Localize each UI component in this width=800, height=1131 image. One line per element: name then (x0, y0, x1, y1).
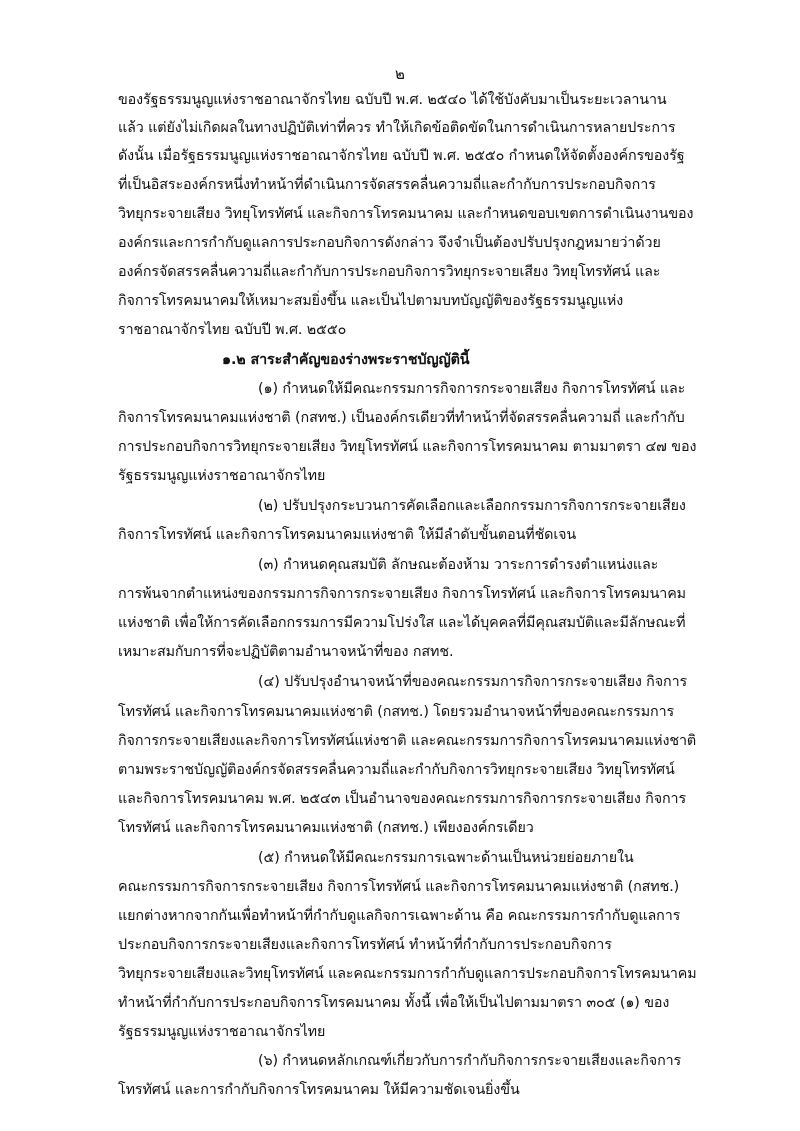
text-line: (๕) กำหนดให้มีคณะกรรมการเฉพาะด้านเป็นหน่วยย่อยภายใน (258, 850, 634, 866)
text-line: กิจการโทรคมนาคมแห่งชาติ (กสทช.) เป็นองค์กรเดียวที่ทำหน้าที่จัดสรรคลื่นความถี่ และกำกับ (118, 410, 685, 426)
text-line: โทรทัศน์ และการกำกับกิจการโทรคมนาคม ให้มีความชัดเจนยิ่งขึ้น (118, 1082, 520, 1098)
text-line: แล้ว แต่ยังไม่เกิดผลในทางปฏิบัติเท่าที่ควร ทำให้เกิดข้อติดขัดในการดำเนินการหลายประการ (118, 120, 676, 136)
text-line: ทำหน้าที่กำกับการประกอบกิจการโทรคมนาคม ทั้งนี้ เพื่อให้เป็นไปตามมาตรา ๓๐๕ (๑) ของ (118, 995, 670, 1011)
text-line: โทรทัศน์ และกิจการโทรคมนาคมแห่งชาติ (กสทช.) โดยรวมอำนาจหน้าที่ของคณะกรรมการ (118, 704, 675, 720)
text-line: องค์กรและการกำกับดูแลการประกอบกิจการดังกล่าว จึงจำเป็นต้องปรับปรุงกฎหมายว่าด้วย (118, 235, 661, 251)
text-line: คณะกรรมการกิจการกระจายเสียง กิจการโทรทัศน์ และกิจการโทรคมนาคมแห่งชาติ (กสทช.) (118, 879, 680, 895)
text-line: (๔) ปรับปรุงอำนาจหน้าที่ของคณะกรรมการกิจการกระจายเสียง กิจการ (258, 674, 688, 690)
text-line: (๓) กำหนดคุณสมบัติ ลักษณะต้องห้าม วาระการดำรงตำแหน่งและ (258, 557, 659, 573)
text-line: กิจการกระจายเสียงและกิจการโทรทัศน์แห่งชาติ และคณะกรรมการกิจการโทรคมนาคมแห่งชาติ (118, 733, 697, 749)
text-line: ที่เป็นอิสระองค์กรหนึ่งทำหน้าที่ดำเนินการจัดสรรคลื่นความถี่และกำกับการประกอบกิจการ (118, 177, 656, 193)
text-line: เหมาะสมกับการที่จะปฏิบัติตามอำนาจหน้าที่ของ กสทช. (118, 644, 454, 660)
text-line: กิจการโทรทัศน์ และกิจการโทรคมนาคมแห่งชาติ ให้มีลำดับขั้นตอนที่ชัดเจน (118, 527, 577, 543)
text-line: องค์กรจัดสรรคลื่นความถี่และกำกับการประกอบกิจการวิทยุกระจายเสียง วิทยุโทรทัศน์ และ (118, 264, 661, 280)
text-line: (๖) กำหนดหลักเกณฑ์เกี่ยวกับการกำกับกิจการกระจายเสียงและกิจการ (258, 1053, 682, 1069)
text-line: ของรัฐธรรมนูญแห่งราชอาณาจักรไทย ฉบับปี พ.ศ. ๒๕๔๐ ได้ใช้บังคับมาเป็นระยะเวลานาน (118, 92, 667, 108)
text-line: การประกอบกิจการวิทยุกระจายเสียง วิทยุโทรทัศน์ และกิจการโทรคมนาคม ตามมาตรา ๔๗ ของ (118, 439, 697, 455)
text-line: วิทยุกระจายเสียงและวิทยุโทรทัศน์ และคณะกรรมการกำกับดูแลการประกอบกิจการโทรคมนาคม (118, 966, 697, 982)
text-line: ราชอาณาจักรไทย ฉบับปี พ.ศ. ๒๕๕๐ (118, 322, 347, 338)
text-line: กิจการโทรคมนาคมให้เหมาะสมยิ่งขึ้น และเป็นไปตามบทบัญญัติของรัฐธรรมนูญแห่ง (118, 293, 624, 309)
text-line: แห่งชาติ เพื่อให้การคัดเลือกกรรมการมีความโปร่งใส และได้บุคคลที่มีคุณสมบัติและมีลักษณะที่ (118, 615, 686, 631)
text-line: แยกต่างหากจากกันเพื่อทำหน้าที่กำกับดูแลกิจการเฉพาะด้าน คือ คณะกรรมการกำกับดูแลการ (118, 908, 681, 924)
page-number: ๒ (395, 65, 405, 83)
text-line: และกิจการโทรคมนาคม พ.ศ. ๒๕๔๓ เป็นอำนาจของคณะกรรมการกิจการกระจายเสียง กิจการ (118, 791, 687, 807)
text-line: (๒) ปรับปรุงกระบวนการคัดเลือกและเลือกกรรมการกิจการกระจายเสียง (258, 498, 686, 514)
text-line: รัฐธรรมนูญแห่งราชอาณาจักรไทย (118, 1024, 326, 1040)
text-line: การพ้นจากตำแหน่งของกรรมการกิจการกระจายเสียง กิจการโทรทัศน์ และกิจการโทรคมนาคม (118, 586, 686, 602)
text-line: วิทยุกระจายเสียง วิทยุโทรทัศน์ และกิจการโทรคมนาคม และกำหนดขอบเขตการดำเนินงานของ (118, 206, 694, 222)
text-line: ประกอบกิจการกระจายเสียงและกิจการโทรทัศน์ ทำหน้าที่กำกับการประกอบกิจการ (118, 937, 612, 953)
text-line: ตามพระราชบัญญัติองค์กรจัดสรรคลื่นความถี่และกำกับกิจการวิทยุกระจายเสียง วิทยุโทรทัศน์ (118, 762, 675, 778)
text-line: โทรทัศน์ และกิจการโทรคมนาคมแห่งชาติ (กสทช.) เพียงองค์กรเดียว (118, 820, 534, 836)
text-line: รัฐธรรมนูญแห่งราชอาณาจักรไทย (118, 468, 326, 484)
section-heading: ๑.๒ สาระสำคัญของร่างพระราชบัญญัตินี้ (222, 352, 470, 368)
text-line: (๑) กำหนดให้มีคณะกรรมการกิจการกระจายเสียง กิจการโทรทัศน์ และ (258, 381, 686, 397)
text-line: ดังนั้น เมื่อรัฐธรรมนูญแห่งราชอาณาจักรไทย ฉบับปี พ.ศ. ๒๕๕๐ กำหนดให้จัดตั้งองค์กรของรัฐ (118, 148, 685, 164)
